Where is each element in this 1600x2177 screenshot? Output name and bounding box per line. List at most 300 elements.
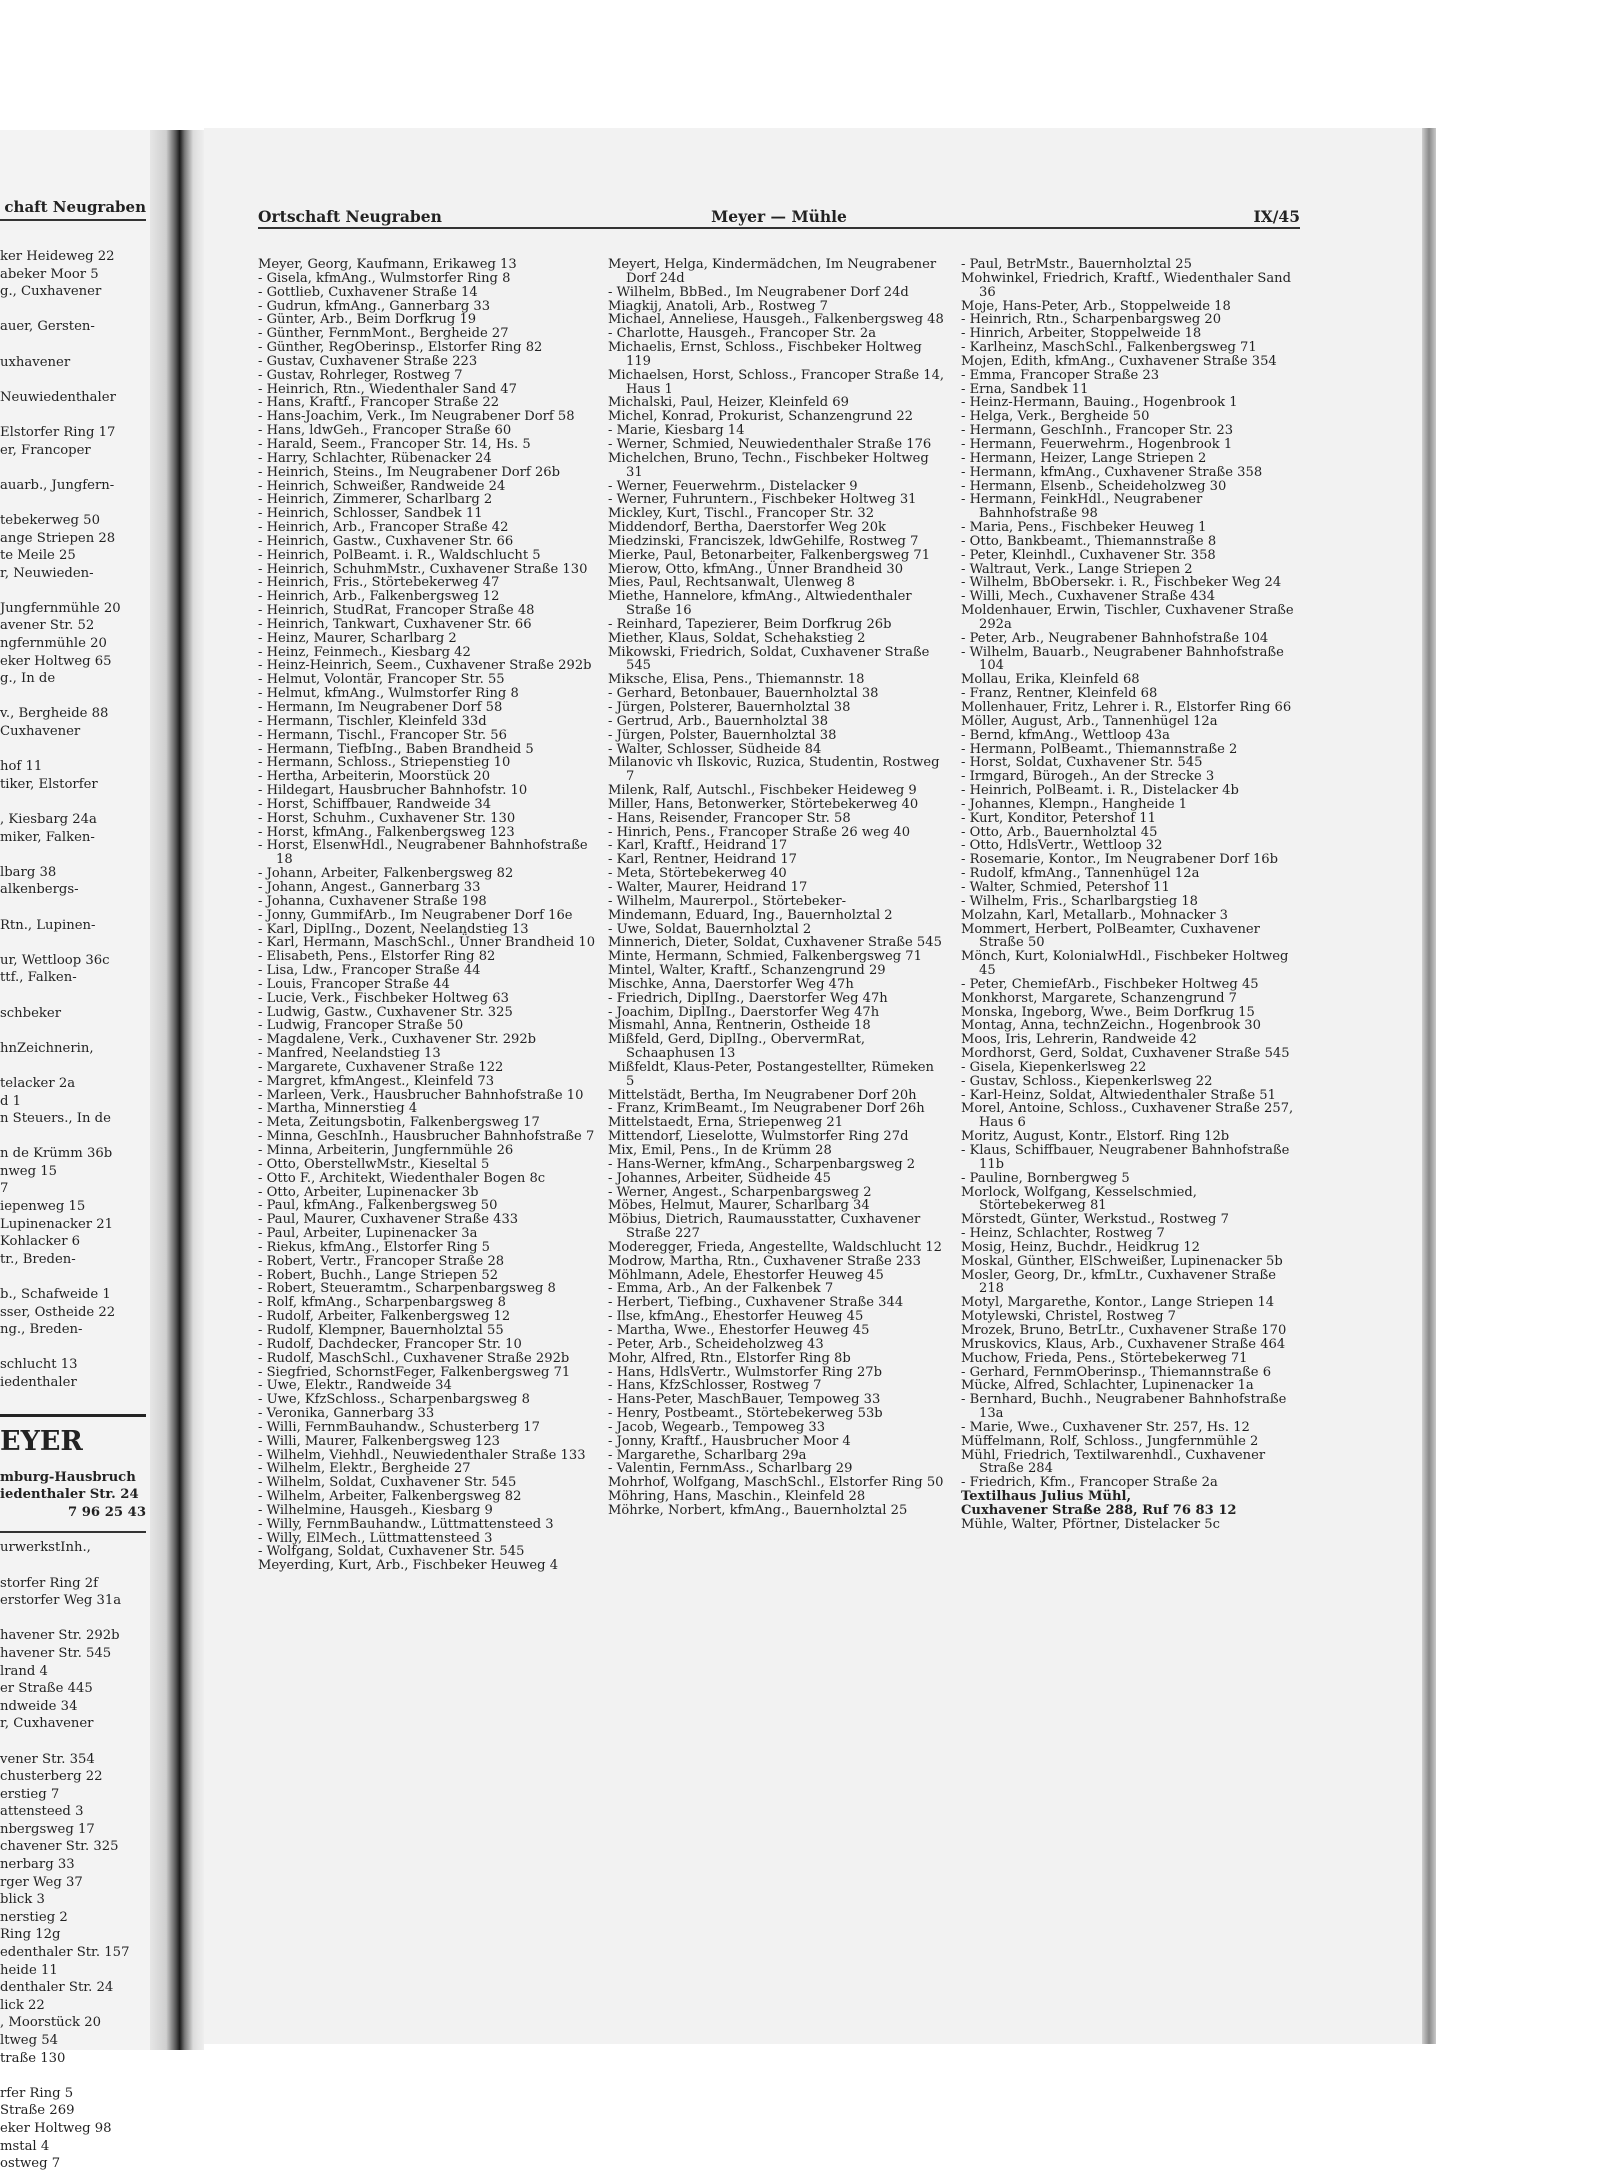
directory-entry: Mrozek, Bruno, BetrLtr., Cuxhavener Straße 170: [961, 1322, 1287, 1338]
left-page-lines: [0, 248, 146, 2173]
directory-entry: - Wilhelm, BbObersekr. i. R., Fischbeker Weg 24: [961, 575, 1282, 591]
left-line: Jungfernmühle 20: [0, 600, 121, 616]
directory-entry: - Rudolf, kfmAng., Tannenhügel 12a: [961, 866, 1200, 882]
left-line: r, Cuxhavener: [0, 1716, 94, 1732]
left-line: hnZeichnerin,: [0, 1040, 94, 1056]
directory-entry: - Heinz-Hermann, Bauing., Hogenbrook 1: [961, 395, 1238, 411]
directory-entry: - Ludwig, Gastw., Cuxhavener Str. 325: [258, 1004, 513, 1020]
directory-entry: - Heinrich, Schlosser, Sandbek 11: [258, 506, 483, 522]
left-line: Ring 12g: [0, 1927, 61, 1943]
left-line: edenthaler Str. 157: [0, 1945, 130, 1961]
directory-entry: Mindemann, Eduard, Ing., Bauernholztal 2: [608, 907, 893, 923]
directory-entry: Moderegger, Frieda, Angestellte, Waldschlucht 12: [608, 1239, 942, 1255]
directory-entry: - Heinrich, StudRat, Francoper Straße 48: [258, 603, 535, 619]
directory-entry: - Gisela, Kiepenkerlsweg 22: [961, 1059, 1147, 1075]
left-line: traße 130: [0, 2050, 66, 2066]
directory-entry: Miller, Hans, Betonwerker, Störtebekerweg 40: [608, 796, 919, 812]
directory-entry: - Johannes, Arbeiter, Südheide 45: [608, 1170, 831, 1186]
directory-entry: - Rudolf, Dachdecker, Francoper Str. 10: [258, 1336, 522, 1352]
directory-entry: - Hermann, Feuerwehrm., Hogenbrook 1: [961, 436, 1233, 452]
directory-entry: - Hermann, Tischler, Kleinfeld 33d: [258, 713, 487, 729]
directory-entry: - Otto, OberstellwMstr., Kieseltal 5: [258, 1156, 490, 1172]
directory-entry: - Horst, Schuhm., Cuxhavener Str. 130: [258, 810, 516, 826]
left-line: chavener Str. 325: [0, 1839, 119, 1855]
directory-entry: - Margarete, Cuxhavener Straße 122: [258, 1059, 504, 1075]
directory-entry: - Rudolf, Klempner, Bauernholztal 55: [258, 1322, 504, 1338]
directory-entry: Moldenhauer, Erwin, Tischler, Cuxhavener Straße 292a: [961, 603, 1294, 632]
left-line: Elstorfer Ring 17: [0, 424, 116, 440]
directory-entry: - Karl, Kraftf., Heidrand 17: [608, 838, 788, 854]
left-line: ng., Breden-: [0, 1322, 83, 1338]
page-header-left: Ortschaft Neugraben: [258, 207, 442, 226]
directory-entry: Möhlmann, Adele, Ehestorfer Heuweg 45: [608, 1267, 884, 1283]
directory-entry: - Willy, ElMech., Lüttmattensteed 3: [258, 1530, 493, 1546]
left-line: g., In de: [0, 671, 56, 687]
left-line: ttf., Falken-: [0, 970, 77, 986]
left-line: [0, 336, 146, 354]
directory-entry: Minnerich, Dieter, Soldat, Cuxhavener Straße 545: [608, 935, 942, 951]
directory-entry: - Heinrich, Gastw., Cuxhavener Str. 66: [258, 533, 514, 549]
directory-entry: Monska, Ingeborg, Wwe., Beim Dorfkrug 15: [961, 1004, 1255, 1020]
directory-entry: - Paul, kfmAng., Falkenbergsweg 50: [258, 1198, 498, 1214]
directory-entry: Molzahn, Karl, Metallarb., Mohnacker 3: [961, 907, 1228, 923]
left-line: Cuxhavener: [0, 724, 81, 740]
directory-entry: - Friedrich, Kfm., Francoper Straße 2a: [961, 1475, 1218, 1491]
directory-entry: - Maria, Pens., Fischbeker Heuweg 1: [961, 520, 1207, 536]
left-rule: [0, 1531, 146, 1533]
left-line: [0, 494, 146, 512]
directory-entry: Morlock, Wolfgang, Kesselschmied, Störtebekerweg 81: [961, 1184, 1197, 1214]
left-line: rger Weg 37: [0, 1874, 83, 1890]
left-line: [0, 1557, 146, 1575]
left-line: urwerkstInh.,: [0, 1540, 91, 1556]
directory-entry: - Hermann, Tischl., Francoper Str. 56: [258, 727, 507, 743]
directory-entry: - Franz, KrimBeamt., Im Neugrabener Dorf 26h: [608, 1101, 925, 1117]
left-line: [0, 793, 146, 811]
directory-entry: - Helmut, kfmAng., Wulmstorfer Ring 8: [258, 686, 519, 702]
directory-entry: - Margret, kfmAngest., Kleinfeld 73: [258, 1073, 495, 1089]
directory-entry: - Robert, Steueramtm., Scharpenbargsweg 8: [258, 1281, 556, 1297]
directory-entry: - Helga, Verk., Bergheide 50: [961, 409, 1150, 425]
left-ad-title: EYER: [0, 1414, 146, 1459]
directory-entry: - Heinz, Maurer, Scharlbarg 2: [258, 630, 457, 646]
directory-entry: - Charlotte, Hausgeh., Francoper Str. 2a: [608, 326, 877, 342]
directory-entry: Mismahl, Anna, Rentnerin, Ostheide 18: [608, 1018, 871, 1034]
directory-entry: Michel, Konrad, Prokurist, Schanzengrund 22: [608, 409, 913, 425]
directory-entry: Michalski, Paul, Heizer, Kleinfeld 69: [608, 395, 849, 411]
directory-entry: Möhring, Hans, Maschin., Kleinfeld 28: [608, 1489, 866, 1505]
directory-entry: Mikowski, Friedrich, Soldat, Cuxhavener Straße 545: [608, 644, 930, 674]
directory-entry: - Hans-Peter, MaschBauer, Tempoweg 33: [608, 1392, 881, 1408]
directory-entry: - Otto, Arbeiter, Lupinenacker 3b: [258, 1184, 479, 1200]
directory-entry: - Günther, RegOberinsp., Elstorfer Ring 82: [258, 340, 543, 356]
directory-entry: - Rudolf, Arbeiter, Falkenbergsweg 12: [258, 1309, 511, 1325]
page-header-center: Meyer — Mühle: [711, 207, 847, 226]
directory-entry: Mühl, Friedrich, Textilwarenhdl., Cuxhavener Straße 284: [961, 1447, 1266, 1477]
directory-entry: - Wilhelm, Viehhdl., Neuwiedenthaler Straße 133: [258, 1447, 586, 1463]
directory-entry: Mörstedt, Günter, Werkstud., Rostweg 7: [961, 1212, 1229, 1228]
directory-entry: Mies, Paul, Rechtsanwalt, Ulenweg 8: [608, 575, 855, 591]
left-line: te Meile 25: [0, 548, 76, 564]
left-line: denthaler Str. 24: [0, 1980, 114, 1996]
directory-entry: - Walter, Schmied, Petershof 11: [961, 879, 1170, 895]
directory-entry: - Wilhelm, Soldat, Cuxhavener Str. 545: [258, 1475, 517, 1491]
directory-entry: - Uwe, Elektr., Randweide 34: [258, 1378, 452, 1394]
directory-entry: - Henry, Postbeamt., Störtebekerweg 53b: [608, 1406, 883, 1422]
left-page-header: chaft Neugraben: [0, 198, 146, 221]
directory-entry: - Martha, Minnerstieg 4: [258, 1101, 418, 1117]
left-line: tebekerweg 50: [0, 512, 100, 528]
directory-entry: - Hans, Kraftf., Francoper Straße 22: [258, 395, 500, 411]
directory-entry: - Joachim, DiplIng., Daerstorfer Weg 47h: [608, 1004, 880, 1020]
directory-page: [204, 128, 1422, 2044]
directory-entry: Mierow, Otto, kfmAng., Ünner Brandheid 30: [608, 561, 904, 577]
directory-entry: - Werner, Angest., Scharpenbargsweg 2: [608, 1184, 872, 1200]
directory-entry: Meyert, Helga, Kindermädchen, Im Neugrabener Dorf 24d: [608, 257, 937, 286]
directory-entry: Mönch, Kurt, KolonialwHdl., Fischbeker Holtweg 45: [961, 949, 1289, 979]
left-line: abeker Moor 5: [0, 266, 99, 282]
directory-entry: - Harald, Seem., Francoper Str. 14, Hs. 5: [258, 436, 531, 452]
left-line: d 1: [0, 1093, 22, 1109]
directory-entry: - Karlheinz, MaschSchl., Falkenbergsweg 71: [961, 340, 1257, 356]
left-ad-phone: 7 96 25 43: [67, 1504, 146, 1520]
directory-entry: - Hermann, kfmAng., Cuxhavener Straße 358: [961, 464, 1263, 480]
directory-entry: - Heinz, Schlachter, Rostweg 7: [961, 1226, 1165, 1242]
left-line: blick 3: [0, 1892, 45, 1908]
directory-entry: - Walter, Maurer, Heidrand 17: [608, 879, 808, 895]
directory-entry: - Meta, Störtebekerweg 40: [608, 866, 787, 882]
directory-entry: - Hermann, Im Neugrabener Dorf 58: [258, 700, 503, 715]
directory-entry: Meyer, Georg, Kaufmann, Erikaweg 13: [258, 257, 517, 272]
left-line: ltweg 54: [0, 2033, 59, 2048]
left-line: chusterberg 22: [0, 1769, 103, 1785]
directory-entry: Mohrhof, Wolfgang, MaschSchl., Elstorfer Ring 50: [608, 1475, 944, 1491]
directory-entry: - Willy, FernmBauhandw., Lüttmattensteed 3: [258, 1516, 554, 1532]
left-line: vener Str. 354: [0, 1751, 95, 1767]
left-line: rfer Ring 5: [0, 2085, 74, 2101]
left-line: Rtn., Lupinen-: [0, 917, 96, 933]
directory-entry: - Wilhelm, BbBed., Im Neugrabener Dorf 24d: [608, 284, 909, 300]
directory-entry: - Johannes, Klempn., Hangheide 1: [961, 796, 1188, 812]
directory-entry: - Hermann, Elsenb., Scheideholzweg 30: [961, 478, 1227, 494]
directory-entry: - Willi, Maurer, Falkenbergsweg 123: [258, 1433, 500, 1449]
left-line: 7: [0, 1181, 9, 1197]
directory-entry: Mojen, Edith, kfmAng., Cuxhavener Straße 354: [961, 353, 1277, 369]
directory-entry: - Heinrich, Arb., Francoper Straße 42: [258, 520, 509, 536]
left-line: tr., Breden-: [0, 1251, 76, 1267]
left-line: tiker, Elstorfer: [0, 776, 98, 792]
directory-entry: - Wilhelmine, Hausgeh., Kiesbarg 9: [258, 1502, 493, 1518]
left-line: miker, Falken-: [0, 829, 95, 845]
directory-entry: Müffelmann, Rolf, Schloss., Jungfernmühle 2: [961, 1433, 1259, 1449]
left-line: [0, 741, 146, 759]
directory-entry: - Manfred, Neelandstieg 13: [258, 1046, 441, 1062]
left-line: [0, 1057, 146, 1075]
directory-entry: - Walter, Schlosser, Südheide 84: [608, 741, 822, 757]
directory-column-3: [961, 258, 1299, 1532]
directory-entry: - Marleen, Verk., Hausbrucher Bahnhofstraße 10: [258, 1087, 584, 1103]
left-line: [0, 688, 146, 706]
directory-entry: - Gertrud, Arb., Bauernholztal 38: [608, 713, 829, 729]
directory-entry: Moskal, Günther, ElSchweißer, Lupinenacker 5b: [961, 1253, 1283, 1269]
directory-entry: - Robert, Vertr., Francoper Straße 28: [258, 1253, 505, 1269]
directory-entry: Michaelis, Ernst, Schloss., Fischbeker Holtweg 119: [608, 340, 922, 369]
left-line: er, Francoper: [0, 442, 91, 458]
left-ad-street: iedenthaler Str. 24: [0, 1487, 139, 1503]
directory-entry: Michelchen, Bruno, Techn., Fischbeker Holtweg 31: [608, 450, 929, 480]
directory-entry: Middendorf, Bertha, Daerstorfer Weg 20k: [608, 520, 886, 536]
directory-entry: - Ludwig, Francoper Straße 50: [258, 1018, 464, 1034]
directory-entry: Mohwinkel, Friedrich, Kraftf., Wiedenthaler Sand 36: [961, 270, 1291, 300]
left-line: [0, 987, 146, 1005]
directory-entry: - Hinrich, Arbeiter, Stoppelweide 18: [961, 326, 1202, 342]
directory-entry: - Robert, Buchh., Lange Striepen 52: [258, 1267, 499, 1283]
directory-entry: - Hinrich, Pens., Francoper Straße 26 weg 40: [608, 824, 911, 840]
directory-entry: Textilhaus Julius Mühl,: [961, 1489, 1132, 1505]
page-edge: [1422, 128, 1436, 2044]
left-line: ker Heideweg 22: [0, 249, 115, 264]
left-line: nerstieg 2: [0, 1909, 68, 1925]
directory-entry: Mierke, Paul, Betonarbeiter, Falkenbergsweg 71: [608, 547, 931, 563]
left-line: erstieg 7: [0, 1786, 60, 1802]
directory-entry: - Paul, Arbeiter, Lupinenacker 3a: [258, 1226, 478, 1242]
left-line: eker Holtweg 65: [0, 653, 112, 669]
directory-entry: - Veronika, Gannerbarg 33: [258, 1406, 435, 1422]
directory-entry: - Wilhelm, Bauarb., Neugrabener Bahnhofstraße 104: [961, 644, 1284, 674]
directory-entry: - Margarethe, Scharlbarg 29a: [608, 1447, 807, 1463]
directory-entry: - Jonny, Kraftf., Hausbrucher Moor 4: [608, 1433, 851, 1449]
directory-entry: - Heinrich, SchuhmMstr., Cuxhavener Straße 130: [258, 561, 588, 577]
directory-entry: Meyerding, Kurt, Arb., Fischbeker Heuweg 4: [258, 1558, 559, 1574]
directory-entry: - Heinz, Feinmech., Kiesbarg 42: [258, 644, 471, 660]
directory-entry: - Heinrich, Rtn., Wiedenthaler Sand 47: [258, 381, 517, 397]
directory-entry: Cuxhavener Straße 288, Ruf 76 83 12: [961, 1502, 1237, 1518]
directory-entry: - Hermann, Heizer, Lange Striepen 2: [961, 450, 1207, 466]
left-ad-address: mburg-Hausbruch: [0, 1469, 136, 1485]
left-line: nerbarg 33: [0, 1857, 75, 1873]
directory-entry: - Uwe, Soldat, Bauernholztal 2: [608, 921, 812, 937]
left-line: [0, 1610, 146, 1628]
directory-entry: Moritz, August, Kontr., Elstorf. Ring 12b: [961, 1129, 1230, 1145]
directory-entry: - Jürgen, Polsterer, Bauernholztal 38: [608, 700, 851, 715]
directory-entry: Mohr, Alfred, Rtn., Elstorfer Ring 8b: [608, 1350, 851, 1366]
left-line: nweg 15: [0, 1163, 57, 1179]
directory-entry: Miether, Klaus, Soldat, Schehakstieg 2: [608, 630, 866, 646]
directory-entry: Muchow, Frieda, Pens., Störtebekerweg 71: [961, 1350, 1248, 1366]
directory-entry: Michaelsen, Horst, Schloss., Francoper Straße 14, Haus 1: [608, 367, 945, 397]
left-line: auarb., Jungfern-: [0, 477, 115, 493]
directory-entry: - Otto, Arb., Bauernholztal 45: [961, 824, 1158, 840]
directory-entry: Mosler, Georg, Dr., kfmLtr., Cuxhavener Straße 218: [961, 1267, 1277, 1297]
directory-entry: - Bernd, kfmAng., Wettloop 43a: [961, 727, 1170, 743]
directory-entry: - Irmgard, Bürogeh., An der Strecke 3: [961, 769, 1215, 785]
directory-entry: - Heinrich, Arb., Falkenbergsweg 12: [258, 589, 500, 605]
directory-entry: Modrow, Martha, Rtn., Cuxhavener Straße 233: [608, 1253, 921, 1269]
left-line: [0, 899, 146, 917]
directory-entry: - Heinrich, Steins., Im Neugrabener Dorf 26b: [258, 464, 560, 480]
left-line: sser, Ostheide 22: [0, 1304, 116, 1320]
directory-entry: - Otto F., Architekt, Wiedenthaler Bogen 8c: [258, 1170, 546, 1186]
directory-entry: Miksche, Elisa, Pens., Thiemannstr. 18: [608, 672, 865, 688]
directory-entry: - Otto, Bankbeamt., Thiemannstraße 8: [961, 533, 1217, 549]
left-line: [0, 1128, 146, 1146]
left-line: b., Schafweide 1: [0, 1287, 111, 1303]
directory-entry: - Hans-Joachim, Verk., Im Neugrabener Dorf 58: [258, 409, 575, 425]
left-line: n de Krümm 36b: [0, 1146, 113, 1162]
directory-entry: - Gerhard, FernmOberinsp., Thiemannstraße 6: [961, 1364, 1272, 1380]
directory-entry: - Gottlieb, Cuxhavener Straße 14: [258, 284, 478, 300]
directory-entry: - Peter, Arb., Scheideholzweg 43: [608, 1336, 824, 1352]
left-line: schlucht 13: [0, 1357, 78, 1373]
left-line: [0, 934, 146, 952]
directory-entry: - Louis, Francoper Straße 44: [258, 976, 450, 992]
left-line: hof 11: [0, 759, 43, 775]
directory-entry: - Riekus, kfmAng., Elstorfer Ring 5: [258, 1239, 490, 1255]
directory-entry: - Waltraut, Verk., Lange Striepen 2: [961, 561, 1193, 577]
directory-entry: - Jürgen, Polster, Bauernholztal 38: [608, 727, 837, 743]
directory-entry: - Meta, Zeitungsbotin, Falkenbergsweg 17: [258, 1115, 540, 1131]
directory-entry: - Heinrich, Rtn., Scharpenbargsweg 20: [961, 312, 1222, 328]
directory-entry: - Hermann, TiefbIng., Baben Brandheid 5: [258, 741, 534, 757]
directory-entry: - Elisabeth, Pens., Elstorfer Ring 82: [258, 949, 496, 965]
left-line: uxhavener: [0, 354, 71, 370]
left-line: r, Neuwieden-: [0, 565, 94, 581]
directory-entry: - Jonny, GummifArb., Im Neugrabener Dorf 16e: [258, 907, 573, 923]
left-line: [0, 1268, 146, 1286]
directory-entry: Motylewski, Christel, Rostweg 7: [961, 1309, 1176, 1325]
directory-entry: - Gerhard, Betonbauer, Bauernholztal 38: [608, 686, 879, 702]
directory-entry: - Rosemarie, Kontor., Im Neugrabener Dorf 16b: [961, 852, 1278, 868]
left-line: , Moorstück 20: [0, 2015, 101, 2031]
left-line: iepenweg 15: [0, 1199, 86, 1215]
left-line: nbergsweg 17: [0, 1821, 95, 1837]
left-line: iedenthaler: [0, 1375, 77, 1390]
directory-entry: Milenk, Ralf, Autschl., Fischbeker Heideweg 9: [608, 783, 917, 799]
directory-entry: - Hermann, Schloss., Striepenstieg 10: [258, 755, 511, 771]
directory-entry: - Wolfgang, Soldat, Cuxhavener Str. 545: [258, 1544, 525, 1560]
left-line: alkenbergs-: [0, 882, 79, 898]
left-line: havener Str. 545: [0, 1645, 112, 1661]
directory-entry: - Valentin, FernmAss., Scharlbarg 29: [608, 1461, 853, 1477]
left-line: [0, 1022, 146, 1040]
left-line: [0, 846, 146, 864]
directory-column-1: [258, 258, 596, 1573]
directory-entry: - Emma, Arb., An der Falkenbek 7: [608, 1281, 834, 1297]
directory-entry: - Günter, Arb., Beim Dorfkrug 19: [258, 312, 477, 328]
left-line: mstal 4: [0, 2138, 50, 2154]
left-line: ange Striepen 28: [0, 530, 116, 546]
left-line: telacker 2a: [0, 1075, 76, 1091]
directory-entry: - Herbert, Tiefbing., Cuxhavener Straße 344: [608, 1295, 904, 1311]
left-line: havener Str. 292b: [0, 1628, 120, 1644]
directory-entry: - Otto, HdlsVertr., Wettloop 32: [961, 838, 1163, 854]
left-line: attensteed 3: [0, 1804, 84, 1820]
directory-entry: - Wilhelm, Fris., Scharlbargstieg 18: [961, 893, 1198, 909]
directory-entry: - Ilse, kfmAng., Ehestorfer Heuweg 45: [608, 1309, 864, 1325]
directory-entry: - Johann, Arbeiter, Falkenbergsweg 82: [258, 866, 514, 882]
directory-entry: - Paul, Maurer, Cuxhavener Straße 433: [258, 1212, 519, 1228]
directory-entry: - Franz, Rentner, Kleinfeld 68: [961, 686, 1158, 702]
directory-entry: - Emma, Francoper Straße 23: [961, 367, 1160, 383]
directory-entry: - Karl, Rentner, Heidrand 17: [608, 852, 798, 868]
directory-entry: - Werner, Schmied, Neuwiedenthaler Straße 176: [608, 436, 932, 452]
directory-entry: Möbius, Dietrich, Raumausstatter, Cuxhavener Straße 227: [608, 1212, 921, 1242]
directory-entry: - Hermann, PolBeamt., Thiemannstraße 2: [961, 741, 1238, 757]
directory-entry: - Karl, DiplIng., Dozent, Neelandstieg 13: [258, 921, 529, 937]
directory-entry: Mittelstaedt, Erna, Striepenweg 21: [608, 1115, 844, 1131]
left-line: g., Cuxhavener: [0, 284, 102, 300]
directory-column-2: [608, 258, 946, 1518]
left-line: [0, 371, 146, 389]
directory-entry: - Heinrich, Fris., Störtebekerweg 47: [258, 575, 500, 591]
directory-entry: - Horst, ElsenwHdl., Neugrabener Bahnhofstraße 18: [258, 838, 588, 868]
left-line: er Straße 445: [0, 1681, 93, 1697]
directory-entry: - Werner, Fuhruntern., Fischbeker Holtweg 31: [608, 492, 917, 508]
directory-entry: - Johann, Angest., Gannerbarg 33: [258, 879, 481, 895]
directory-entry: - Hans, HdlsVertr., Wulmstorfer Ring 27b: [608, 1364, 882, 1380]
left-line: ngfernmühle 20: [0, 636, 107, 652]
left-line: eker Holtweg 98: [0, 2120, 112, 2136]
directory-entry: - Johanna, Cuxhavener Straße 198: [258, 893, 487, 909]
directory-entry: - Heinrich, Tankwart, Cuxhavener Str. 66: [258, 616, 532, 632]
directory-entry: Mittendorf, Lieselotte, Wulmstorfer Ring 27d: [608, 1129, 909, 1145]
left-line: [0, 301, 146, 319]
directory-entry: - Peter, Arb., Neugrabener Bahnhofstraße 104: [961, 630, 1269, 646]
directory-entry: - Karl-Heinz, Soldat, Altwiedenthaler Straße 51: [961, 1087, 1276, 1103]
left-line: [0, 406, 146, 424]
directory-entry: - Martha, Wwe., Ehestorfer Heuweg 45: [608, 1322, 870, 1338]
directory-entry: - Lisa, Ldw., Francoper Straße 44: [258, 963, 481, 979]
directory-entry: Mühle, Walter, Pförtner, Distelacker 5c: [961, 1516, 1220, 1532]
directory-entry: Mücke, Alfred, Schlachter, Lupinenacker 1a: [961, 1378, 1254, 1394]
directory-entry: - Minna, Arbeiterin, Jungfernmühle 26: [258, 1143, 514, 1158]
directory-entry: Mollenhauer, Fritz, Lehrer i. R., Elstorfer Ring 66: [961, 700, 1292, 715]
page-header: [258, 205, 1300, 229]
directory-entry: - Heinrich, Schweißer, Randweide 24: [258, 478, 506, 494]
directory-entry: Möhrke, Norbert, kfmAng., Bauernholztal 25: [608, 1502, 908, 1518]
left-line: , Kiesbarg 24a: [0, 812, 97, 827]
directory-entry: - Marie, Wwe., Cuxhavener Str. 257, Hs. 12: [961, 1419, 1250, 1435]
left-line: [0, 2067, 146, 2085]
left-line: erstorfer Weg 31a: [0, 1593, 122, 1609]
left-line: ostweg 7: [0, 2156, 61, 2172]
directory-entry: - Rudolf, MaschSchl., Cuxhavener Straße 292b: [258, 1350, 570, 1366]
directory-entry: - Gustav, Rohrleger, Rostweg 7: [258, 367, 463, 383]
directory-entry: - Paul, BetrMstr., Bauernholztal 25: [961, 257, 1192, 272]
directory-entry: - Kurt, Konditor, Petershof 11: [961, 810, 1156, 826]
directory-entry: Moje, Hans-Peter, Arb., Stoppelweide 18: [961, 298, 1231, 314]
left-line: auer, Gersten-: [0, 319, 95, 335]
directory-entry: Motyl, Margarethe, Kontor., Lange Striepen 14: [961, 1295, 1275, 1311]
left-line: avener Str. 52: [0, 618, 95, 634]
directory-entry: - Horst, Soldat, Cuxhavener Str. 545: [961, 755, 1203, 771]
directory-entry: - Siegfried, SchornstFeger, Falkenbergsweg 71: [258, 1364, 571, 1380]
directory-entry: - Gustav, Schloss., Kiepenkerlsweg 22: [961, 1073, 1213, 1089]
directory-entry: - Harry, Schlachter, Rübenacker 24: [258, 450, 492, 466]
directory-entry: Möller, August, Arb., Tannenhügel 12a: [961, 713, 1218, 729]
directory-entry: Minte, Hermann, Schmied, Falkenbergsweg 71: [608, 949, 922, 965]
directory-entry: Mischke, Anna, Daerstorfer Weg 47h: [608, 976, 854, 992]
left-line: Kohlacker 6: [0, 1234, 81, 1250]
directory-entry: - Uwe, KfzSchloss., Scharpenbargsweg 8: [258, 1392, 530, 1408]
left-line: Lupinenacker 21: [0, 1216, 114, 1232]
directory-entry: - Horst, kfmAng., Falkenbergsweg 123: [258, 824, 515, 840]
directory-entry: Moos, Iris, Lehrerin, Randweide 42: [961, 1032, 1197, 1048]
left-line: ur, Wettloop 36c: [0, 952, 110, 968]
left-line: [0, 1339, 146, 1357]
directory-entry: Miagkij, Anatoli, Arb., Rostweg 7: [608, 298, 828, 314]
directory-entry: - Hertha, Arbeiterin, Moorstück 20: [258, 769, 491, 785]
